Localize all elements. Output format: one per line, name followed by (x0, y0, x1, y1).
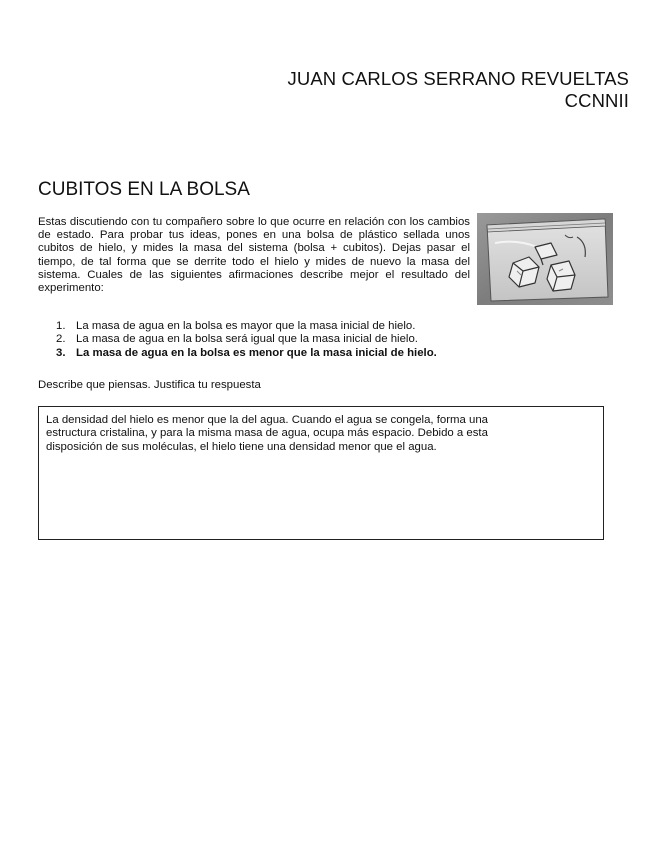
document-header (288, 68, 629, 112)
answer-line: disposición de sus moléculas, el hielo tiene una densidad menor que el agua. (46, 440, 437, 453)
option-text: La masa de agua en la bolsa será igual que la masa inicial de hielo. (76, 333, 418, 346)
author-name: JUAN CARLOS SERRANO REVUELTAS (287, 68, 629, 89)
option-2 (38, 333, 437, 346)
answer-prompt: Describe que piensas. Justifica tu respuesta (38, 379, 261, 391)
exercise-intro (38, 216, 470, 295)
option-3-selected (38, 347, 437, 360)
exercise-title: CUBITOS EN LA BOLSA (38, 179, 250, 200)
answer-options (38, 320, 437, 360)
answer-box[interactable] (38, 406, 604, 540)
answer-line: La densidad del hielo es menor que la del agua. Cuando el agua se congela, forma una (46, 414, 489, 426)
option-1 (38, 320, 437, 333)
answer-line: estructura cristalina, y para la misma masa de agua, ocupa más espacio. Debido a esta (46, 427, 488, 440)
ice-cubes-in-bag-icon (477, 213, 613, 305)
intro-line: mejor el resultado del experimento: (38, 268, 470, 295)
intro-line: Estas discutiendo con tu compañero sobre lo que ocurre en relación con los (38, 216, 425, 228)
option-number: 3. (56, 346, 66, 359)
answer-text (46, 414, 586, 454)
option-number: 1. (56, 320, 66, 332)
intro-line: cambios de estado. Para probar tus ideas, pones en una bolsa de plástico (38, 216, 470, 242)
option-text: La masa de agua en la bolsa es mayor que la masa inicial de hielo. (76, 320, 416, 332)
intro-line: sellada unos cubitos de hielo, y mides la masa del sistema (bolsa + cubitos). (38, 229, 470, 255)
intro-line: Dejas pasar el tiempo, de tal forma que se derrite todo el hielo y mides de (38, 242, 470, 268)
subject-code: CCNNII (564, 90, 629, 111)
intro-line: nuevo la masa del sistema. Cuales de las siguientes afirmaciones describe (38, 255, 470, 281)
option-text: La masa de agua en la bolsa es menor que la masa inicial de hielo. (76, 346, 437, 359)
option-number: 2. (56, 333, 66, 346)
